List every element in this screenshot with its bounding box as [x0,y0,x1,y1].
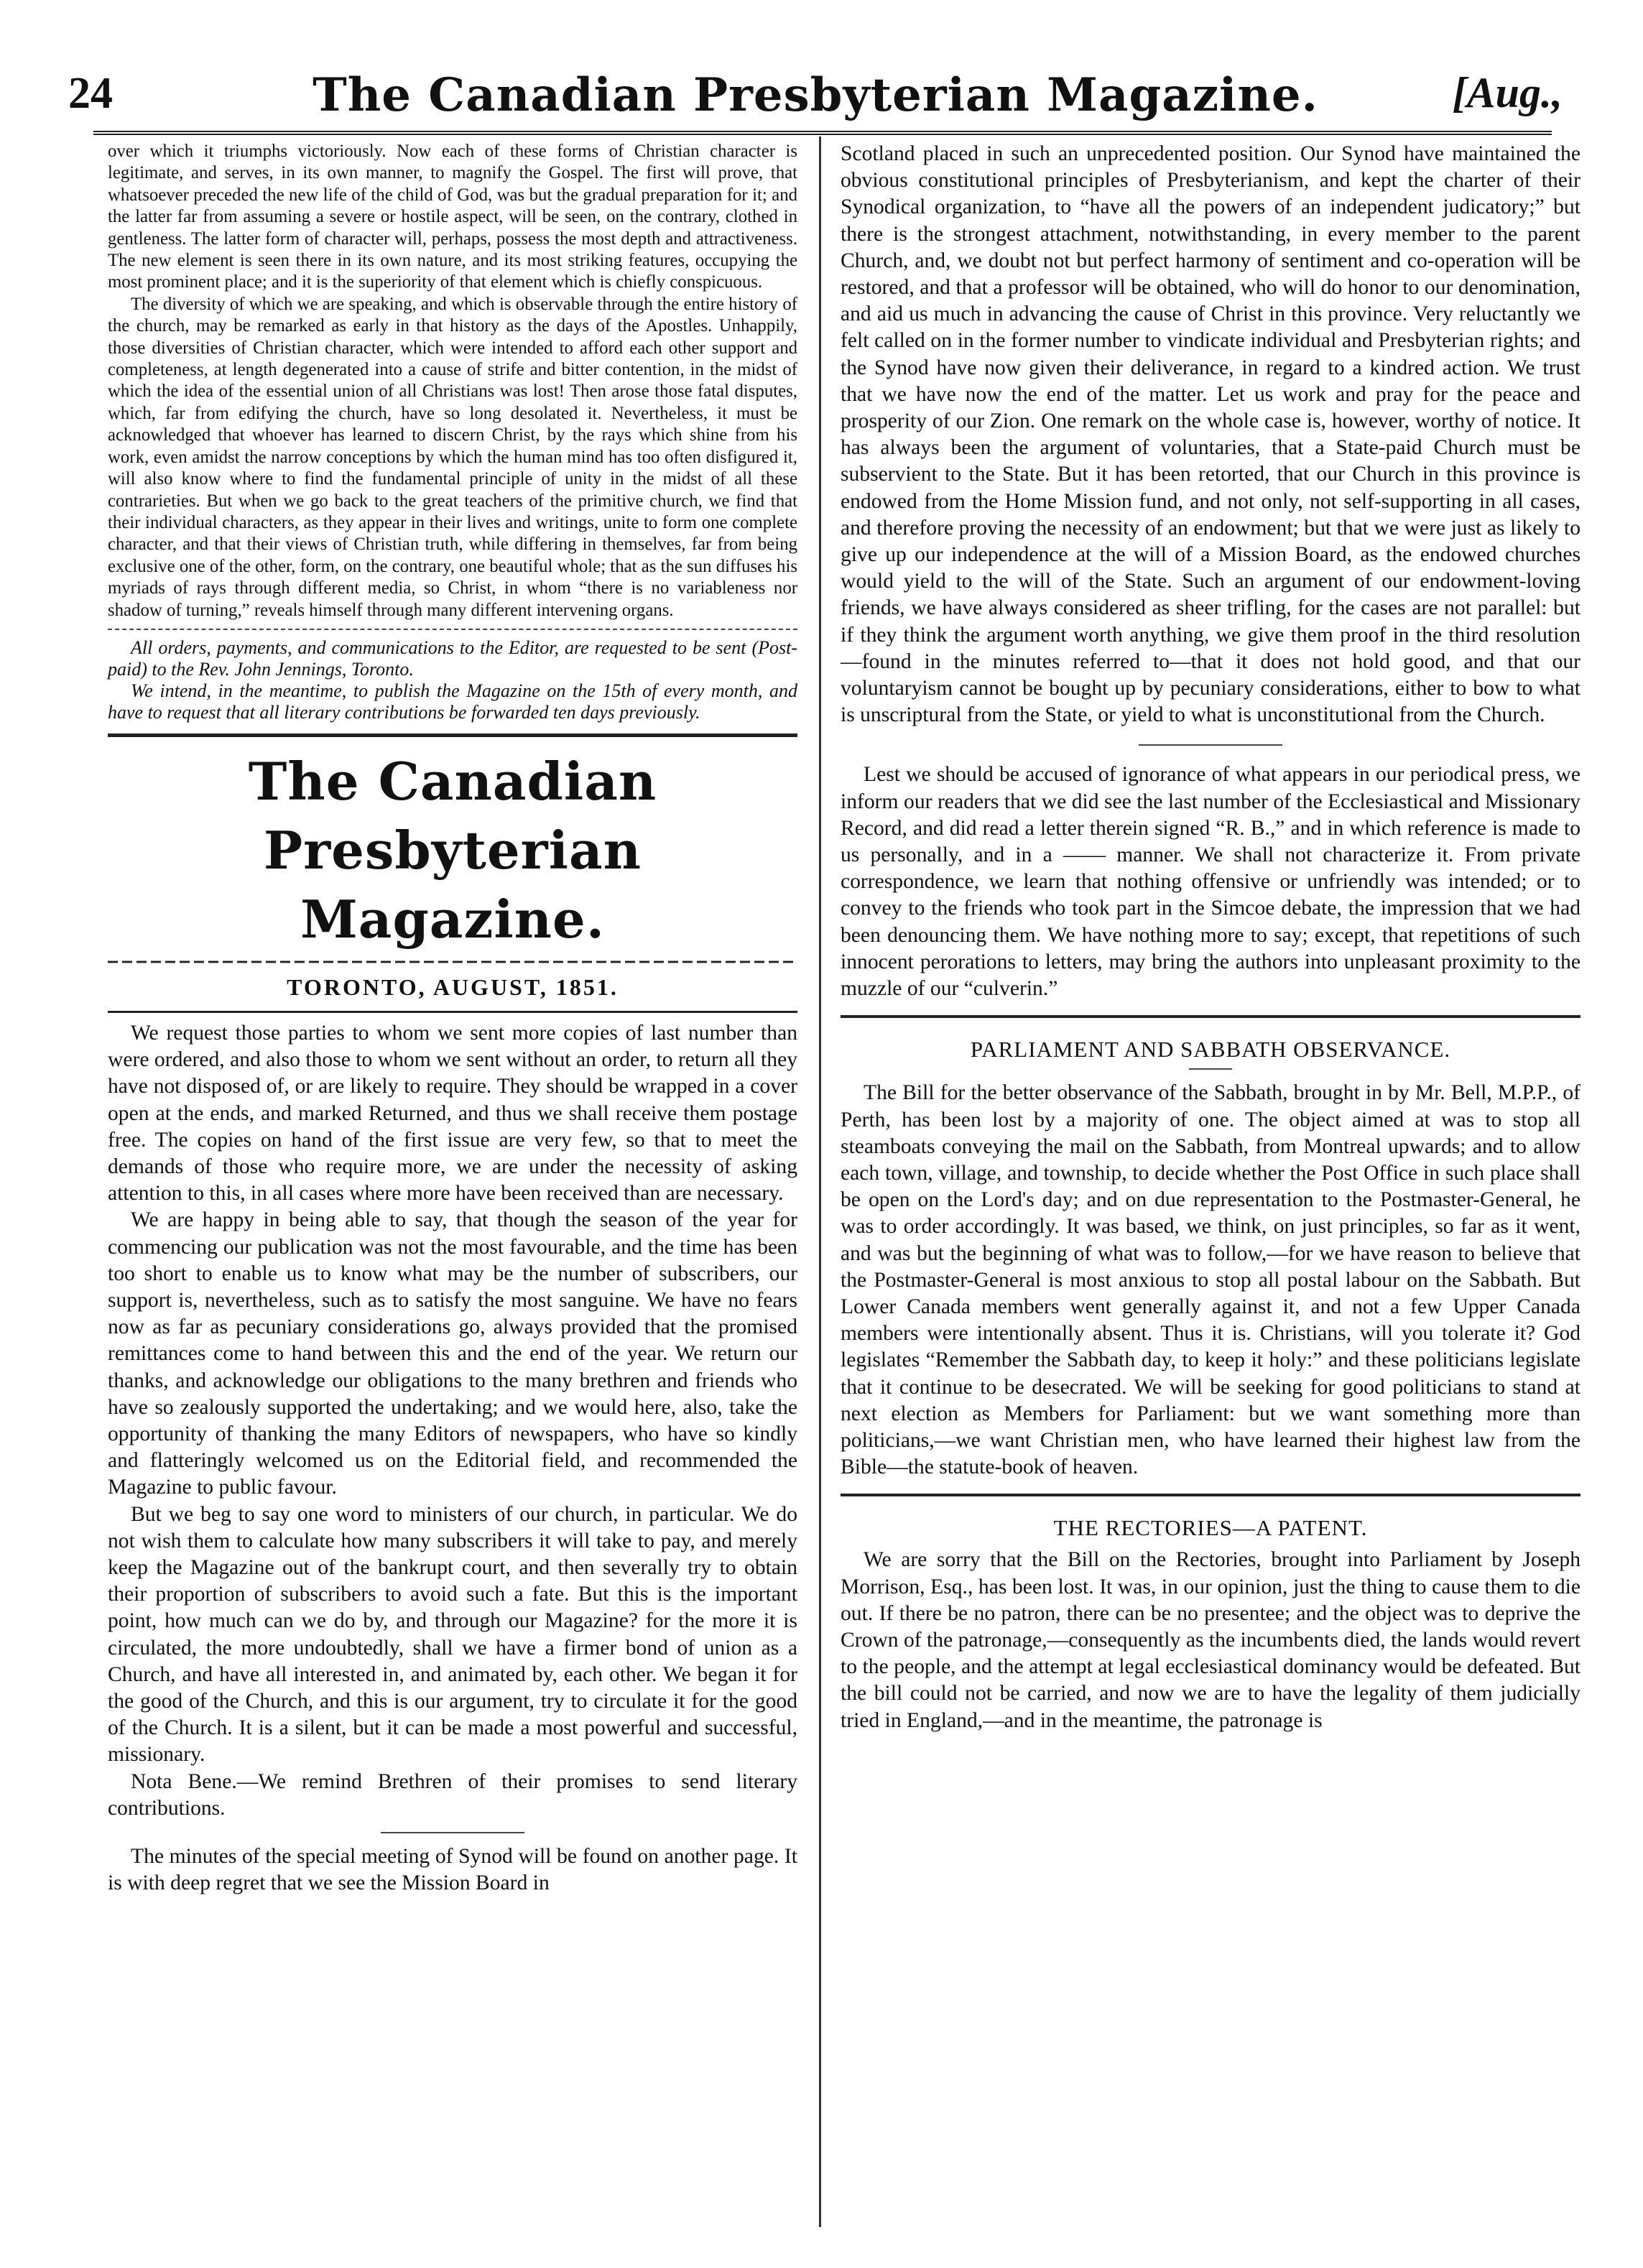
divider [841,1494,1580,1496]
ornamental-rule [108,957,797,967]
running-head-month: [Aug., [1452,69,1563,116]
divider [1189,1068,1232,1070]
synod-continued: Scotland placed in such an unprecedented position. Our Synod have maintained the obvious constitutional principles of Presbyterianism, and kept the charter of their Synodical organization, to “have all the powers of an independent judicatory;” but there is the strongest attachment, notwithstanding, in every member to the parent Church, and, we doubt not but perfect harmony of sentiment and co-operation will be restored, and that a professor will be obtained, who will do honor to our denomination, and aid us much in advancing the cause of Christ in this province. Very reluctantly we felt called on in the former number to vindicate individual and Presbyterian rights; and the Synod have now given their deliverance, in regard to a kindred action. We trust that we have now the end of the matter. Let us work and pray for the peace and prosperity of our Zion. One remark on the whole case is, however, worthy of notice. It has always been the argument of voluntaries, that a State-paid Church must be subservient to the State. But it has been retorted, that our Church in this province is endowed from the Home Mission fund, and not only, not self-supporting in all cases, and therefore proving the necessity of an endowment; but that we were just as likely to give up our independence at the will of a Mission Board, as the endowed churches would yield to the will of the State. Such an argument of our endowment-loving friends, we have always considered as sheer trifling, for the cases are not parallel: but if they think the argument worth anything, we give them proof in the third resolution—found in the minutes referred to—that it does not hold good, and that our voluntaryism cannot be bought up by pecuniary considerations, either to bow to what is unscriptural from the State, or yield to what is unconstitutional from the Church. [841,142,1580,727]
page-number: 24 [68,69,113,118]
section-heading: THE RECTORIES—A PATENT. [1053,1515,1368,1541]
left-column [108,141,797,1897]
editorial-paragraph: But we beg to say one word to ministers of our church, in particular. We do not wish them to calculate how many subscribers it will take to pay, and merely keep the Magazine out of the bankrupt court, and then severally try to obtain their proportion of subscribers to avoid such a fate. But this is the important point, how much can we do by, and through our Magazine? for the more it is circulated, the more undoubtedly, shall we have a firmer bond of union as a Church, and have all interested in, and animated by, each other. We began it for the good of the Church, and this is our argument, try to circulate it for the good of the Church. It is a silent, but it can be made a most powerful and successful, missionary. [108,1502,797,1767]
column-divider [819,136,821,2227]
notice-orders: All orders, payments, and communications to the Editor, are requested to be sent (Post-paid) to the Rev. John Jennings, Toronto. [108,637,797,680]
divider [841,1015,1580,1018]
intro-paragraph: over which it triumphs victoriously. Now each of these forms of Christian character is legitimate, and serves, in its own manner, to magnify the Gospel. The first will prove, that whatsoever preceded the new life of the child of God, was but the gradual preparation for it; and the latter far from assuming a severe or hostile aspect, will be seen, on the contrary, clothed in gentleness. The latter form of character will, perhaps, possess the most depth and attractiveness. The new element is seen there in its own nature, and its most striking features, occupying the most prominent place; and it is the superiority of that element which is chiefly conspicuous. [108,142,797,292]
running-head-title: The Canadian Presbyterian Magazine. [313,68,1318,122]
masthead-title: The Canadian Presbyterian Magazine. [248,750,657,950]
editorial-paragraph: We are happy in being able to say, that though the season of the year for commencing our publication was not the most favourable, and the time has been too short to enable us to know what may be the number of subscribers, our support is, nevertheless, such as to satisfy the most sanguine. We have no fears now as far as pecuniary considerations go, always provided that the promised remittances come to hand between this and the end of the year. We return our thanks, and acknowledge our obligations to the many brethren and friends who have so zealously supported the undertaking; and we would here, also, take the opportunity of thanking the many Editors of newspapers, who have so kindly and flatteringly welcomed us on the Editorial field, and recommended the Magazine to public favour. [108,1208,797,1499]
divider [108,1011,797,1013]
dateline: TORONTO, AUGUST, 1851. [287,973,619,1000]
rectories-paragraph: We are sorry that the Bill on the Rectories, brought into Parliament by Joseph Morrison, Esq., has been lost. It was, in our opinion, just the thing to cause them to die out. If there be no patron, there can be no presentee; and the object was to deprive the Crown of the patronage,—consequently as the incumbents died, the lands would revert to the people, and the attempt at legal ecclesiastical dominancy would be defeated. But the bill could not be carried, and now we are to have the legality of them judicially tried in England,—and in the meantime, the patronage is [841,1548,1580,1732]
diversity-paragraph: The diversity of which we are speaking, and which is observable through the entire history of the church, may be remarked as early in that history as the days of the Apostles. Unhappily, those diversities of Christian character, which were intended to afford each other support and completeness, at length degenerated into a cause of strife and bitter contention, in the midst of which the idea of the essential union of all Christians was lost! Then arose those fatal disputes, which, far from edifying the church, have so long desolated it. Nevertheless, it must be acknowledged that whoever has learned to discern Christ, by the rays which shine from his work, even amidst the narrow conceptions by which the human mind has too often disfigured it, will also know where to find the fundamental principle of unity in the midst of all these contrarieties. But when we go back to the great teachers of the primitive church, we find that their individual characters, as they appear in their lives and writings, unite to form one complete character, and that their views of Christian truth, while differing in themselves, far from being exclusive one of the other, form, on the contrary, one beautiful whole; that as the sun diffuses his myriads of rays through different media, so Christ, in whom “there is no variableness nor shadow of turning,” reveals himself through many different intervening organs. [108,294,797,620]
editorial-paragraph: We request those parties to whom we sent more copies of last number than were ordered, and also those to whom we sent without an order, to return all they have not disposed of, or are likely to require. They should be wrapped in a cover open at the ends, and marked Returned, and thus we shall receive them postage free. The copies on hand of the first issue are very few, so that to meet the demands of those who require more, we are under the necessity of asking attention to this, in all cases where more have been received than are necessary. [108,1021,797,1205]
header-rule [93,131,1552,135]
nota-bene: Nota Bene.—We remind Brethren of their promises to send literary contributions. [108,1769,797,1820]
divider [1139,744,1282,746]
divider [108,733,797,737]
lest-paragraph: Lest we should be accused of ignorance of what appears in our periodical press, we inform our readers that we did see the last number of the Ecclesiastical and Missionary Record, and did read a letter therein signed “R. B.,” and in which reference is made to us personally, and in a —— manner. We shall not characterize it. From private correspondence, we learn that nothing offensive or unfriendly was intended; or to convey to the friends who took part in the Simcoe debate, the impression that we had been denouncing them. We have nothing more to say; except, that repetitions of such innocent perorations to letters, may bring the authors into unpleasant proximity to the muzzle of our “culverin.” [841,763,1580,1001]
section-heading: PARLIAMENT AND SABBATH OBSERVANCE. [970,1037,1451,1063]
running-head [68,68,1563,126]
right-column [841,141,1580,1734]
notice-publication: We intend, in the meantime, to publish the Magazine on the 15th of every month, and have to request that all literary contributions be forwarded ten days previously. [108,680,797,723]
divider [381,1832,524,1833]
divider [108,629,797,630]
synod-paragraph: The minutes of the special meeting of Synod will be found on another page. It is with deep regret that we see the Mission Board in [108,1845,797,1895]
sabbath-paragraph: The Bill for the better observance of the Sabbath, brought in by Mr. Bell, M.P.P., of Perth, has been lost by a majority of one. The object aimed at was to stop all steamboats conveying the mail on the Sabbath, from Montreal upwards; and to allow each town, village, and township, to decide whether the Post Office in such place shall be open on the Lord's day; and on due representation to the Postmaster-General, he was to order accordingly. It was based, we think, on just principles, so far as it went, and was but the beginning of what was to follow,—for we have reason to believe that the Postmaster-General is most anxious to stop all postal labour on the Sabbath. But Lower Canada members went generally against it, and not a few Upper Canada members were intentionally absent. Thus it is. Christians, will you tolerate it? God legislates “Remember the Sabbath day, to keep it holy:” and these politicians legislate that it continue to be desecrated. We will be seeking for good politicians to stand at next election as Members for Parliament: but we want something more than politicians,—we want Christian men, who have learned their highest law from the Bible—the statute-book of heaven. [841,1081,1580,1479]
